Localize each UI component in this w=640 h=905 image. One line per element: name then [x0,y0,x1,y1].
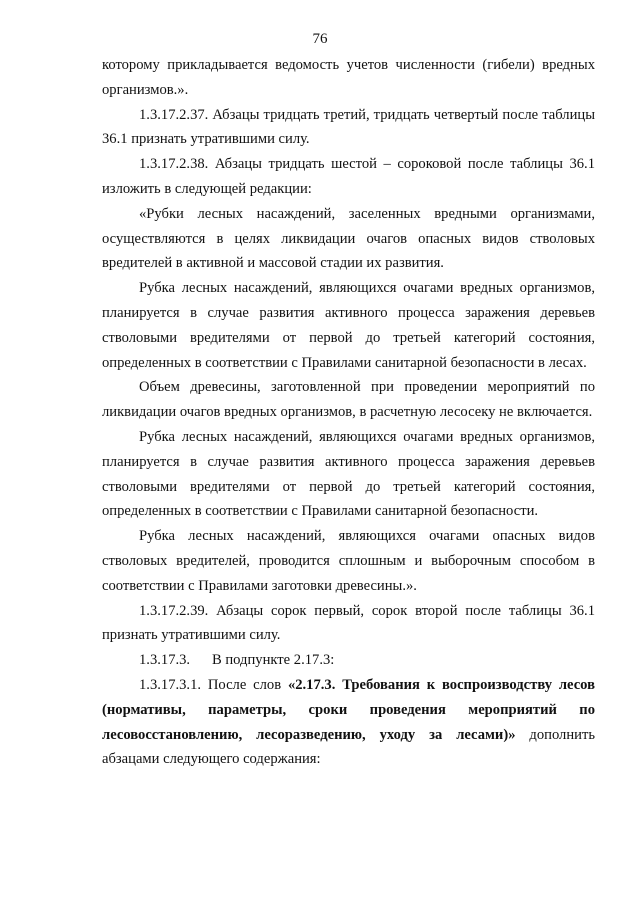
body-text [102,53,595,772]
paragraph-lead-text: 1.3.17.3.1. После слов [139,676,288,693]
paragraph-quote-1: «Рубки лесных насаждений, заселенных вредными организмами, осуществляются в целях ликвидации очагов опасных видов стволовых вредителей в активной и массовой стадии их развития. [102,205,595,272]
paragraph-item-38: 1.3.17.2.38. Абзацы тридцать шестой – сороковой после таблицы 36.1 изложить в следующей редакции: [102,156,595,197]
paragraph-item-39: 1.3.17.2.39. Абзацы сорок первый, сорок второй после таблицы 36.1 признать утратившими силу. [102,602,595,644]
paragraph-bold-quote: «2.17.3. Требования к воспроизводству лесов (нормативы, параметры, сроки проведения мероприятий по лесовосстановлению, лесоразведению, уходу за лесами)» [102,676,595,743]
paragraph-quote-3: Объем древесины, заготовленной при проведении мероприятий по ликвидации очагов вредных организмов, в расчетную лесосеку не включается. [102,379,595,421]
paragraph-quote-5: Рубка лесных насаждений, являющихся очагами опасных видов стволовых вредителей, проводится сплошным и выборочным способом в соответствии с Правилами заготовки древесины.». [102,528,595,594]
paragraph-item-37: 1.3.17.2.37. Абзацы тридцать третий, тридцать четвертый после таблицы 36.1 признать утратившими силу. [102,106,595,148]
paragraph-item-17-3: 1.3.17.3. В подпункте 2.17.3: [139,652,335,669]
page-number: 76 [312,31,328,47]
paragraph-tail-text: дополнить абзацами следующего содержания: [102,726,595,768]
paragraph-quote-2: Рубка лесных насаждений, являющихся очагами вредных организмов, планируется в случае развития активного процесса заражения деревьев стволовыми вредителями от первой до третьей категорий состояния, определенных в соответствии с Правилами санитарной безопасности в лесах. [102,280,595,371]
paragraph-quote-4: Рубка лесных насаждений, являющихся очагами вредных организмов, планируется в случае развития активного процесса заражения деревьев стволовыми вредителями от первой до третьей категорий состояния, определенных в соответствии с Правилами санитарной безопасности. [102,428,595,520]
paragraph-continuation: которому прикладывается ведомость учетов численности (гибели) вредных организмов.». [102,57,595,98]
paragraph-item-17-3-1 [102,673,595,772]
